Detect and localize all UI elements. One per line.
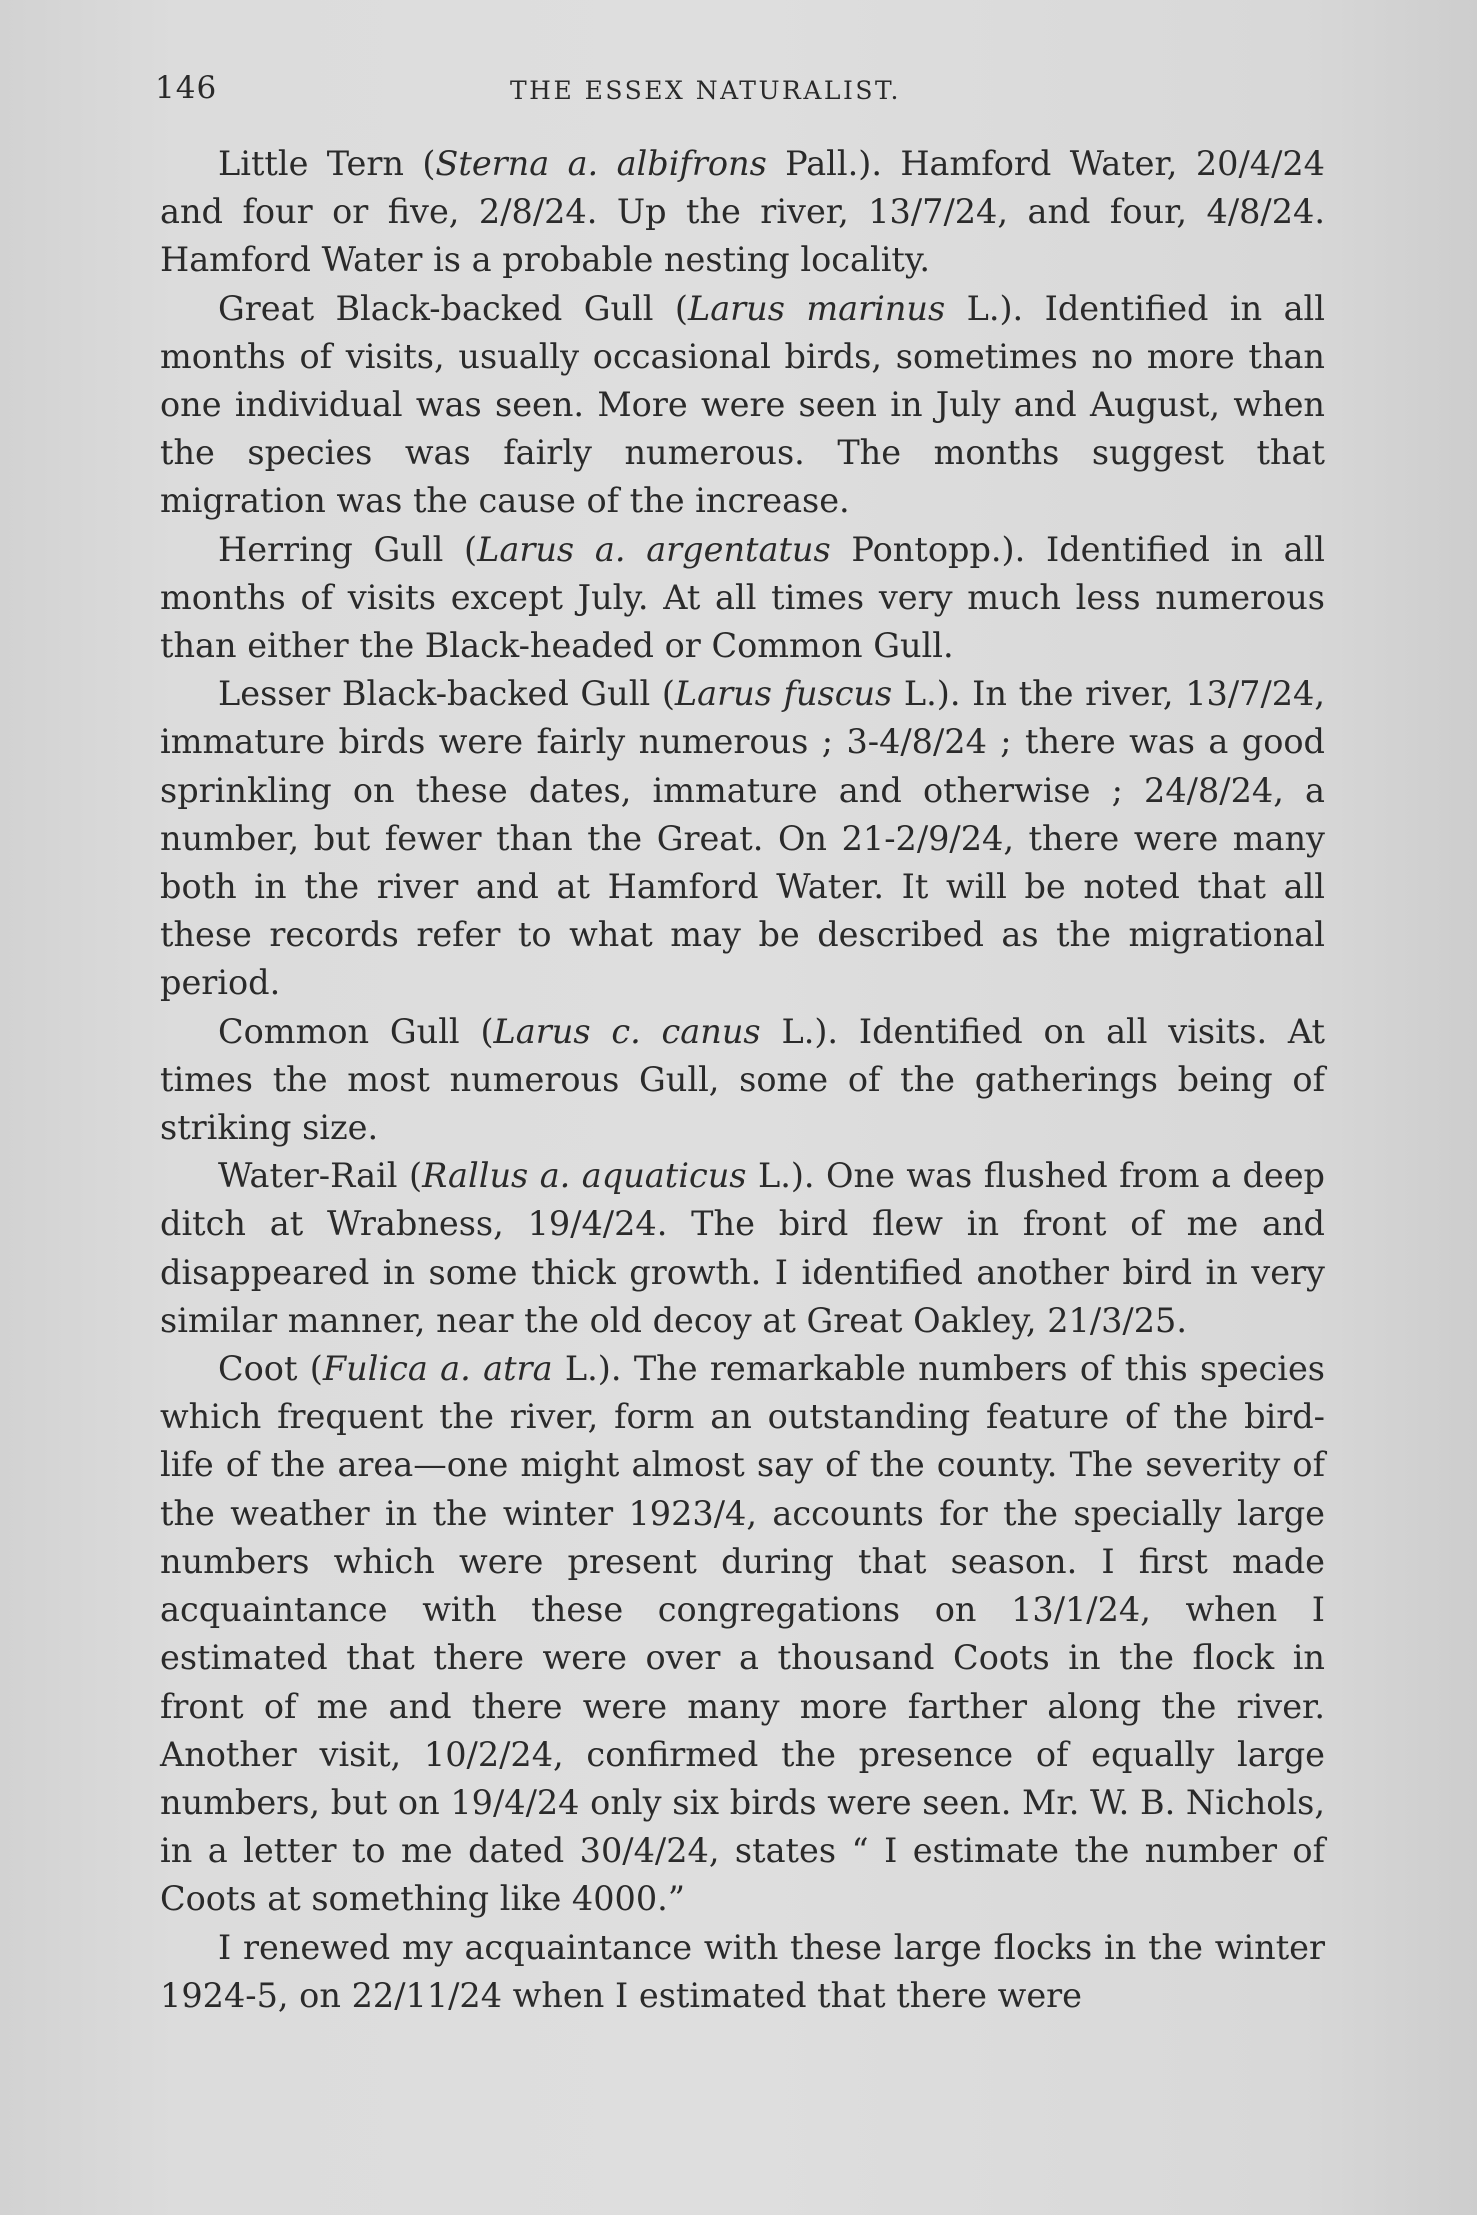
scientific-name: Sterna a. albifrons [435, 144, 767, 183]
scientific-name: Larus marinus [687, 288, 946, 328]
scientific-name: Rallus a. aquaticus [422, 1156, 747, 1196]
scientific-name: Fulica a. atra [322, 1349, 553, 1389]
body-text [160, 140, 1325, 2020]
paragraph-little-tern: Little Tern (Sterna a. albifrons Pall.). Hamford Water, 20/4/24 and four or five, 2/8/24. Up the river, 13/7/24, and four, 4/8/24. Hamford Water is a probable nesting locality. [160, 144, 1325, 280]
paragraph-lesser-black-backed-gull: Lesser Black-backed Gull (Larus fuscus L.). In the river, 13/7/24, immature birds were fairly numerous ; 3-4/8/24 ; there was a good sprinkling on these dates, immature and otherwise ; 24/8/24, a number, but fewer than the Great. On 21-2/9/24, there were many both in the river and at Hamford Water. It will be noted that all these records refer to what may be described as the migrational period. [160, 674, 1326, 1003]
scientific-name: Larus fuscus [674, 674, 893, 714]
paragraph-coot: Coot (Fulica a. atra L.). The remarkable numbers of this species which frequent the river, form an outstanding feature of the bird-life of the area—one might almost say of the county. The severity of the weather in the winter 1923/4, accounts for the specially large numbers which were present during that season. I first made acquaintance with these congregations on 13/1/24, when I estimated that there were over a thousand Coots in the flock in front of me and there were many more farther along the river. Another visit, 10/2/24, confirmed the presence of equally large numbers, but on 19/4/24 only six birds were seen. Mr. W. B. Nichols, in a letter to me dated 30/4/24, states “ I estimate the number of Coots at something like 4000.” [160, 1349, 1325, 1919]
journal-title: THE ESSEX NATURALIST. [510, 76, 901, 105]
paragraph-common-gull: Common Gull (Larus c. canus L.). Identified on all visits. At times the most numerous Gull, some of the gatherings being of striking size. [160, 1011, 1326, 1148]
page-number: 146 [155, 70, 218, 106]
paragraph-coot-continued: I renewed my acquaintance with these large flocks in the winter 1924-5, on 22/11/24 when I estimated that there were [160, 1927, 1325, 2015]
scientific-name: Larus c. canus [493, 1011, 761, 1051]
paragraph-great-black-backed-gull: Great Black-backed Gull (Larus marinus L.). Identified in all months of visits, usually occasional birds, sometimes no more than one individual was seen. More were seen in July and August, when the species was fairly numerous. The months suggest that migration was the cause of the increase. [160, 288, 1325, 521]
paragraph-water-rail: Water-Rail (Rallus a. aquaticus L.). One was flushed from a deep ditch at Wrabness, 19/4/24. The bird flew in front of me and disappeared in some thick growth. I identified another bird in very similar manner, near the old decoy at Great Oakley, 21/3/25. [160, 1156, 1325, 1340]
running-head [155, 70, 1325, 120]
scientific-name: Larus a. argentatus [477, 529, 831, 569]
paragraph-herring-gull: Herring Gull (Larus a. argentatus Pontopp.). Identified in all months of visits except July. At all times very much less numerous than either the Black-headed or Common Gull. [160, 529, 1326, 666]
